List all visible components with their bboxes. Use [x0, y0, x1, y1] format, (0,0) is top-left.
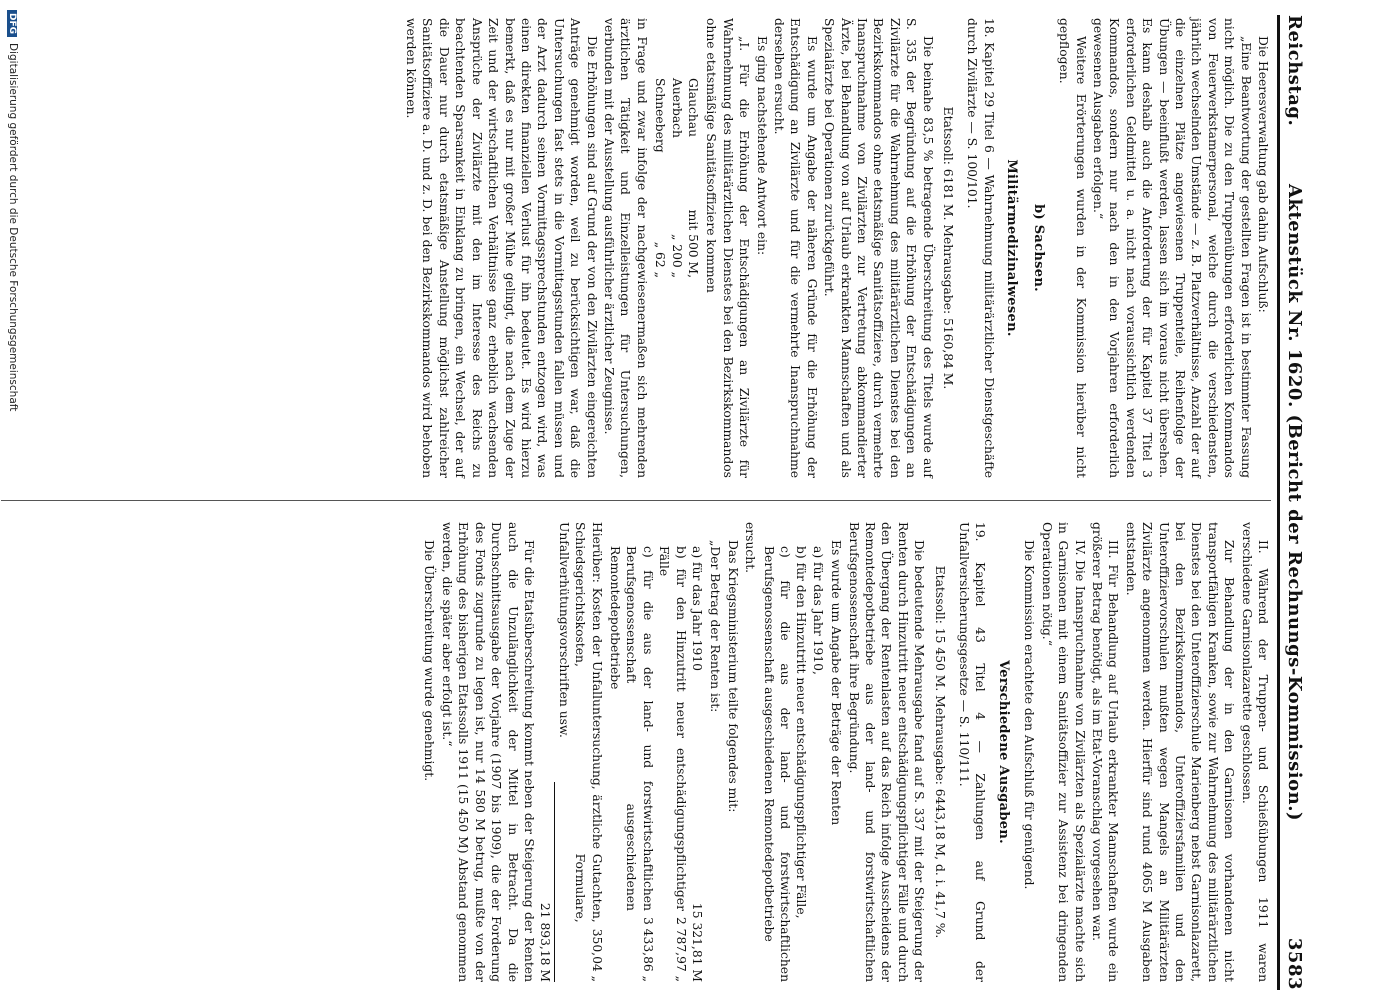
paragraph: „I. Für die Erhöhung der Entschädigungen an Zivilärzte für Wahrnehmung des militärärztlichen Dienstes bei den Bezirkskommandos ohne etatsmäßige Sanitätsoffiziere kommen — [704, 18, 752, 478]
paragraph: Es wurde um Angabe der näheren Gründe für die Erhöhung der Entschädigung an Zivilärzte und für die vermehrte Inanspruchnahme derselben ersucht. — [772, 18, 819, 478]
paragraph: Die beinahe 83,5 % betragende Überschreitung des Titels wurde auf S. 335 der Begründung auf die Erhöhung der Entschädigungen an Zivilärzte für die Wahrnehmung des militärärztlichen Dienstes bei den Bezirkskommandos ohne etatsmäßige Sanitätsoffiziere, durch vermehrte Inanspruchnahme von Zivilärzten zur Vertretung abkommandierter Ärzte, bei Behandlung von auf Urlaub erkrankten Mannschaften und als Spezialärzte bei Operationen zurückgeführt. — [822, 18, 935, 478]
paragraph: Das Kriegsministerium teilte folgendes mit: — [725, 540, 740, 813]
list-item: c) für die aus der land- und forstwirtschaftlichen Berufsgenossenschaft ausgeschiedenen Remontedepotbetriebe — [761, 546, 793, 982]
list-item: b) für den Hinzutritt neuer entschädigungspflichtiger Fälle 2 787,97 „ — [657, 546, 688, 982]
paragraph: Weitere Erörterungen wurden in der Kommission hierüber nicht gepflogen. — [1057, 18, 1088, 478]
paragraph: Die bedeutende Mehrausgabe fand auf S. 337 mit der Steigerung der Renten durch Hinzutritt neuer entschädigungspflichtiger Fälle und durch den Übergang der Rentenlasten auf das Reich infolge Ausscheidens der Remontedepotbetriebe aus der land- und forstwirtschaftlichen Berufsgenossenschaft ihre Begründung. — [846, 522, 927, 982]
list-item: b) für den Hinzutritt neuer entschädigungspflichtiger Fälle, — [794, 546, 809, 919]
section-heading: Verschiedene Ausgaben. — [995, 660, 1011, 844]
paragraph: Die Überschreitung wurde genehmigt. — [422, 540, 437, 782]
etat-line: Etatssoll: 6181 M. Mehrausgabe: 5160,84 M. — [941, 106, 956, 390]
paragraph: II. Während der Truppen- und Schießübungen 1911 waren verschiedene Garnisonlazarette geschlossen. — [1239, 522, 1270, 982]
paragraph: ersucht. — [743, 522, 758, 574]
header-center: Aktenstück Nr. 1620. (Bericht der Rechnungs-Kommission.) — [1284, 184, 1305, 821]
paragraph: IV. Die Inanspruchnahme von Zivilärzten als Spezialärzte machte sich in Garnisonen mit einem Sanitätsoffizier zur Assistenz bei dringenden Operationen nötig.“ — [1039, 522, 1087, 982]
footer-text: Digitalisierung gefördert durch die Deutsche Forschungsgemeinschaft — [7, 43, 19, 412]
left-column — [402, 18, 1271, 478]
paragraph: Die Erhöhungen sind auf Grund der von den Zivilärzten eingereichten Anträge genehmigt worden, weil zu berücksichtigen war, daß die Untersuchungen fast stets in die Vormittagsstunden fallen müssen und der Arzt dadurch seinen Vormittagssprechstunden entzogen wird, was einen direkten finanziellen Verlust für ihn bedeutet. Es wird hierzu bemerkt, daß es nur mit großer Mühe gelingt, die nach dem Zuge der Zeit und der wirtschaftlichen Verhältnisse ganz erheblich wachsenden Ansprüche der Zivilärzte mit den im Interesse des Reichs zu beachtenden Sparsamkeit in Einklang zu bringen, ein Wechsel, der auf die Dauer nur durch etatsmäßige Anstellung möglichst zahlreicher Sanitätsoffiziere a. D. und z. D. bei den Bezirkskommandos wird behoben werden können. — [404, 18, 599, 478]
paragraph: Es wurde um Angabe der Beträge der Renten — [829, 540, 844, 826]
list-item: Schneeberg „ 62 „ — [653, 78, 668, 278]
paragraph: „Der Betrag der Renten ist: — [708, 540, 723, 713]
paragraph: III. Für Behandlung auf Urlaub erkrankter Mannschaften wurde ein größerer Betrag benötigt, als im Etat-Voranschlag vorgesehen war. — [1089, 522, 1121, 982]
section-heading: b) Sachsen. — [1030, 204, 1046, 292]
list-item: Hierüber: Kosten der Unfalluntersuchung, ärztliche Gutachten, Schiedsgerichtskosten, Formulare, Unfallverhütungsvorschriften usw. 350,04 „ — [556, 522, 604, 982]
amount-list — [652, 78, 701, 278]
amount-list — [607, 546, 705, 982]
section-heading: Militärmedizinalwesen. — [1004, 159, 1020, 337]
header-rule — [1277, 15, 1280, 990]
item-heading: 19. Kapitel 43 Titel 4 — Zahlungen auf Grund der Unfallversicherungsgesetze — S. 110/111. — [957, 522, 988, 982]
paragraph: Die Kommission erachtete den Aufschluß für genügend. — [1022, 540, 1037, 890]
right-column — [420, 522, 1271, 982]
column-divider — [1, 500, 1271, 501]
paragraph: Die Heeresverwaltung gab dahin Aufschluß: — [1256, 36, 1270, 313]
etat-line: Etatssoll: 15 450 M. Mehrausgabe: 6443,18 M, d. i. 41,7 %. — [932, 565, 947, 939]
list-item: Auerbach „ 200 „ — [669, 78, 684, 278]
list-item: Glauchau mit 500 M, — [686, 78, 700, 278]
header-left: Reichstag. — [1284, 15, 1305, 127]
list-item: c) für die aus der land- und forstwirtschaftlichen Berufsgenossenschaft ausgeschiedenen Remontedepotbetriebe 3 433,86 „ — [607, 546, 655, 982]
page-number: 3583 — [1284, 937, 1305, 990]
item-heading: 18. Kapitel 29 Titel 6 — Wahrnehmung militärärztlicher Dienstgeschäfte durch Zivilärzte — S. 100/101. — [965, 18, 996, 478]
dfg-logo: DFG — [7, 10, 17, 37]
footer-credit — [7, 0, 19, 1000]
list-item: a) für das Jahr 1910 15 321,81 M — [690, 546, 704, 982]
paragraph: in Frage und zwar infolge der nachgewiesenermaßen sich mehrenden ärztlichen Tätigkeit und Einzelleistungen für Untersuchungen, verbunden mit der Ausstellung ausführlicher ärztlicher Zeugnisse. — [601, 18, 649, 478]
list-item: a) für das Jahr 1910, — [810, 546, 825, 675]
request-list — [760, 546, 826, 982]
page-header — [1283, 15, 1305, 990]
paragraph: „Eine Beantwortung der gestellten Fragen ist in bestimmter Fassung nicht möglich. Die zu den Truppenübungen erforderlichen Kommandos von Feuerwerkstamerpersonal, welche durch die verschiedensten, jährlich wechselnden Umstände — z. B. Platzverhältnisse, Anzahl der auf die einzelnen Plätze angewiesenen Truppenteile, Reihenfolge der Übungen — beeinflußt werden, lassen sich im voraus nicht übersehen. Es kann deshalb auch die Anforderung der für Kapitel 37 Titel 3 erforderlichen Geldmittel u. a. nicht nach voraussichtlich werdenden Kommandos, sondern nur nach den in den Vorjahren erforderlich gewesenen Ausgaben erfolgen.“ — [1090, 18, 1253, 478]
total-amount: 21 893,18 M — [537, 782, 555, 982]
paragraph: Es ging nachstehende Antwort ein: — [754, 36, 769, 256]
paragraph: Zur Behandlung der in den Garnisonen vorhandenen nicht transportfähigen Kranken, sowie zur Wahrnehmung des militärärztlichen Dienstes bei den Unteroffizierschule Marienberg nebst Garnisonlazarett, bei den Bezirkskommandos, Unteroffiziersfamilien und den Unteroffiziervorschulen mußten wegen Mangels an Militärärzten Zivilärzte angenommen werden. Hierfür sind rund 4065 M Ausgaben entstanden. — [1123, 522, 1237, 982]
paragraph: Für die Etatsüberschreitung kommt neben der Steigerung der Renten auch die Unzulänglichkeit der Mittel in Betracht. Da die Durchschnittsausgabe der Vorjahre (1907 bis 1909), die der Forderung des Fonds zugrunde zu legen ist, nur 14 580 M betrug, mußte von der Erhöhung des bisherigen Etatssolls 1911 (15 450 M) Abstand genommen werden, die später aber erfolgt ist.“ — [439, 522, 536, 982]
